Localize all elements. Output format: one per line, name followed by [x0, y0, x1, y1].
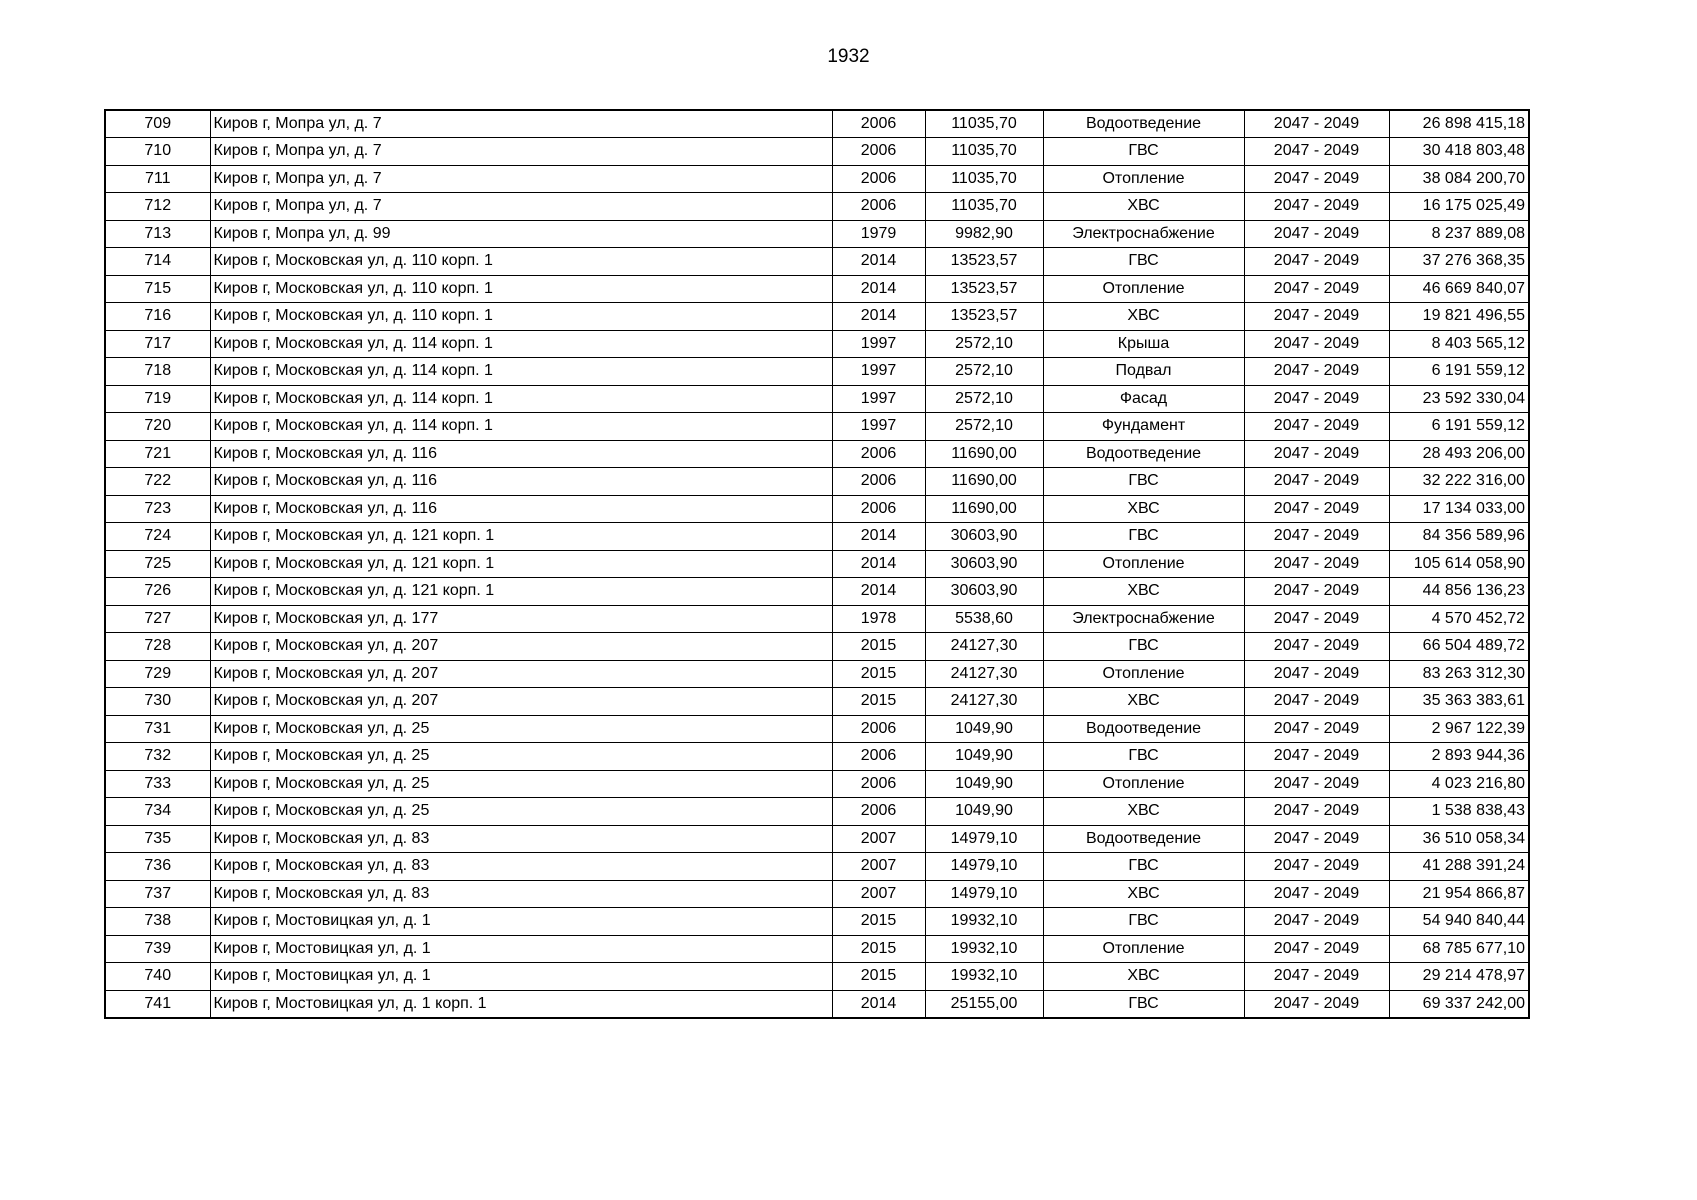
work-type-cell: ГВС: [1043, 138, 1244, 166]
cost-cell: 84 356 589,96: [1389, 523, 1529, 551]
year-cell: 2006: [832, 743, 925, 771]
work-type-cell: Водоотведение: [1043, 110, 1244, 138]
cost-cell: 2 893 944,36: [1389, 743, 1529, 771]
cost-cell: 28 493 206,00: [1389, 440, 1529, 468]
work-type-cell: ХВС: [1043, 303, 1244, 331]
table-row: [105, 963, 1529, 991]
work-type-cell: Отопление: [1043, 660, 1244, 688]
year-cell: 2006: [832, 110, 925, 138]
address-cell: Киров г, Московская ул, д. 114 корп. 1: [210, 330, 832, 358]
row-number-cell: 723: [105, 495, 210, 523]
year-cell: 2006: [832, 770, 925, 798]
row-number-cell: 734: [105, 798, 210, 826]
row-number-cell: 740: [105, 963, 210, 991]
year-cell: 2006: [832, 193, 925, 221]
address-cell: Киров г, Московская ул, д. 116: [210, 495, 832, 523]
address-cell: Киров г, Мопра ул, д. 7: [210, 110, 832, 138]
area-cell: 30603,90: [925, 550, 1043, 578]
row-number-cell: 711: [105, 165, 210, 193]
period-cell: 2047 - 2049: [1244, 495, 1389, 523]
address-cell: Киров г, Московская ул, д. 116: [210, 468, 832, 496]
year-cell: 1978: [832, 605, 925, 633]
work-type-cell: Электроснабжение: [1043, 605, 1244, 633]
period-cell: 2047 - 2049: [1244, 220, 1389, 248]
year-cell: 2015: [832, 963, 925, 991]
work-type-cell: Водоотведение: [1043, 715, 1244, 743]
period-cell: 2047 - 2049: [1244, 880, 1389, 908]
area-cell: 19932,10: [925, 935, 1043, 963]
cost-cell: 37 276 368,35: [1389, 248, 1529, 276]
address-cell: Киров г, Московская ул, д. 25: [210, 798, 832, 826]
address-cell: Киров г, Московская ул, д. 207: [210, 688, 832, 716]
cost-cell: 2 967 122,39: [1389, 715, 1529, 743]
row-number-cell: 725: [105, 550, 210, 578]
period-cell: 2047 - 2049: [1244, 605, 1389, 633]
work-type-cell: Водоотведение: [1043, 825, 1244, 853]
row-number-cell: 720: [105, 413, 210, 441]
period-cell: 2047 - 2049: [1244, 468, 1389, 496]
table-row: [105, 935, 1529, 963]
address-cell: Киров г, Московская ул, д. 83: [210, 825, 832, 853]
row-number-cell: 722: [105, 468, 210, 496]
table-row: [105, 220, 1529, 248]
table-row: [105, 633, 1529, 661]
address-cell: Киров г, Московская ул, д. 207: [210, 633, 832, 661]
area-cell: 2572,10: [925, 358, 1043, 386]
period-cell: 2047 - 2049: [1244, 275, 1389, 303]
area-cell: 11690,00: [925, 468, 1043, 496]
table-row: [105, 715, 1529, 743]
address-cell: Киров г, Мопра ул, д. 99: [210, 220, 832, 248]
table-row: [105, 880, 1529, 908]
period-cell: 2047 - 2049: [1244, 330, 1389, 358]
row-number-cell: 724: [105, 523, 210, 551]
area-cell: 14979,10: [925, 880, 1043, 908]
period-cell: 2047 - 2049: [1244, 110, 1389, 138]
address-cell: Киров г, Московская ул, д. 83: [210, 880, 832, 908]
area-cell: 1049,90: [925, 798, 1043, 826]
cost-cell: 36 510 058,34: [1389, 825, 1529, 853]
table-row: [105, 908, 1529, 936]
table-row: [105, 193, 1529, 221]
cost-cell: 29 214 478,97: [1389, 963, 1529, 991]
table-row: [105, 495, 1529, 523]
row-number-cell: 709: [105, 110, 210, 138]
table-row: [105, 303, 1529, 331]
cost-cell: 32 222 316,00: [1389, 468, 1529, 496]
year-cell: 2006: [832, 138, 925, 166]
area-cell: 24127,30: [925, 633, 1043, 661]
work-type-cell: ГВС: [1043, 523, 1244, 551]
cost-cell: 69 337 242,00: [1389, 990, 1529, 1018]
address-cell: Киров г, Московская ул, д. 83: [210, 853, 832, 881]
table-row: [105, 825, 1529, 853]
period-cell: 2047 - 2049: [1244, 248, 1389, 276]
period-cell: 2047 - 2049: [1244, 660, 1389, 688]
work-type-cell: ХВС: [1043, 963, 1244, 991]
area-cell: 24127,30: [925, 688, 1043, 716]
work-type-cell: Отопление: [1043, 550, 1244, 578]
cost-cell: 44 856 136,23: [1389, 578, 1529, 606]
year-cell: 1997: [832, 358, 925, 386]
year-cell: 2015: [832, 935, 925, 963]
address-cell: Киров г, Московская ул, д. 25: [210, 770, 832, 798]
year-cell: 2014: [832, 248, 925, 276]
address-cell: Киров г, Мостовицкая ул, д. 1: [210, 963, 832, 991]
period-cell: 2047 - 2049: [1244, 853, 1389, 881]
row-number-cell: 735: [105, 825, 210, 853]
table-body: [105, 110, 1529, 1018]
cost-cell: 66 504 489,72: [1389, 633, 1529, 661]
table-row: [105, 110, 1529, 138]
work-type-cell: ГВС: [1043, 853, 1244, 881]
area-cell: 19932,10: [925, 963, 1043, 991]
cost-cell: 17 134 033,00: [1389, 495, 1529, 523]
address-cell: Киров г, Московская ул, д. 121 корп. 1: [210, 550, 832, 578]
table-row: [105, 853, 1529, 881]
table-row: [105, 385, 1529, 413]
table-row: [105, 523, 1529, 551]
work-type-cell: Крыша: [1043, 330, 1244, 358]
address-cell: Киров г, Мопра ул, д. 7: [210, 165, 832, 193]
area-cell: 11690,00: [925, 495, 1043, 523]
cost-cell: 4 023 216,80: [1389, 770, 1529, 798]
area-cell: 24127,30: [925, 660, 1043, 688]
period-cell: 2047 - 2049: [1244, 193, 1389, 221]
page-number: 1932: [827, 46, 870, 67]
row-number-cell: 715: [105, 275, 210, 303]
period-cell: 2047 - 2049: [1244, 440, 1389, 468]
row-number-cell: 739: [105, 935, 210, 963]
address-cell: Киров г, Московская ул, д. 116: [210, 440, 832, 468]
work-type-cell: Отопление: [1043, 165, 1244, 193]
cost-cell: 46 669 840,07: [1389, 275, 1529, 303]
period-cell: 2047 - 2049: [1244, 908, 1389, 936]
cost-cell: 6 191 559,12: [1389, 413, 1529, 441]
address-cell: Киров г, Московская ул, д. 114 корп. 1: [210, 358, 832, 386]
table-row: [105, 688, 1529, 716]
cost-cell: 41 288 391,24: [1389, 853, 1529, 881]
row-number-cell: 713: [105, 220, 210, 248]
work-type-cell: ГВС: [1043, 468, 1244, 496]
work-type-cell: ХВС: [1043, 578, 1244, 606]
period-cell: 2047 - 2049: [1244, 935, 1389, 963]
work-type-cell: ГВС: [1043, 908, 1244, 936]
address-cell: Киров г, Мопра ул, д. 7: [210, 138, 832, 166]
area-cell: 13523,57: [925, 275, 1043, 303]
period-cell: 2047 - 2049: [1244, 413, 1389, 441]
row-number-cell: 738: [105, 908, 210, 936]
work-type-cell: Подвал: [1043, 358, 1244, 386]
cost-cell: 105 614 058,90: [1389, 550, 1529, 578]
area-cell: 13523,57: [925, 248, 1043, 276]
year-cell: 2015: [832, 688, 925, 716]
year-cell: 2015: [832, 660, 925, 688]
cost-cell: 1 538 838,43: [1389, 798, 1529, 826]
row-number-cell: 712: [105, 193, 210, 221]
cost-cell: 6 191 559,12: [1389, 358, 1529, 386]
table-row: [105, 550, 1529, 578]
area-cell: 11035,70: [925, 138, 1043, 166]
address-cell: Киров г, Московская ул, д. 121 корп. 1: [210, 523, 832, 551]
year-cell: 1997: [832, 385, 925, 413]
period-cell: 2047 - 2049: [1244, 523, 1389, 551]
cost-cell: 38 084 200,70: [1389, 165, 1529, 193]
period-cell: 2047 - 2049: [1244, 550, 1389, 578]
table-row: [105, 578, 1529, 606]
period-cell: 2047 - 2049: [1244, 688, 1389, 716]
cost-cell: 4 570 452,72: [1389, 605, 1529, 633]
year-cell: 2006: [832, 440, 925, 468]
work-type-cell: ГВС: [1043, 990, 1244, 1018]
year-cell: 2014: [832, 523, 925, 551]
period-cell: 2047 - 2049: [1244, 138, 1389, 166]
work-type-cell: ХВС: [1043, 495, 1244, 523]
address-cell: Киров г, Московская ул, д. 25: [210, 743, 832, 771]
area-cell: 1049,90: [925, 715, 1043, 743]
cost-cell: 35 363 383,61: [1389, 688, 1529, 716]
work-type-cell: Отопление: [1043, 935, 1244, 963]
address-cell: Киров г, Московская ул, д. 110 корп. 1: [210, 303, 832, 331]
table-row: [105, 330, 1529, 358]
work-type-cell: ХВС: [1043, 688, 1244, 716]
area-cell: 5538,60: [925, 605, 1043, 633]
period-cell: 2047 - 2049: [1244, 303, 1389, 331]
year-cell: 2006: [832, 495, 925, 523]
year-cell: 2006: [832, 165, 925, 193]
row-number-cell: 727: [105, 605, 210, 633]
cost-cell: 8 403 565,12: [1389, 330, 1529, 358]
address-cell: Киров г, Московская ул, д. 207: [210, 660, 832, 688]
work-type-cell: Водоотведение: [1043, 440, 1244, 468]
table-row: [105, 413, 1529, 441]
work-type-cell: ХВС: [1043, 193, 1244, 221]
area-cell: 11035,70: [925, 165, 1043, 193]
work-type-cell: ГВС: [1043, 248, 1244, 276]
table-row: [105, 165, 1529, 193]
area-cell: 19932,10: [925, 908, 1043, 936]
year-cell: 2006: [832, 798, 925, 826]
row-number-cell: 731: [105, 715, 210, 743]
area-cell: 11035,70: [925, 110, 1043, 138]
work-type-cell: Фасад: [1043, 385, 1244, 413]
work-type-cell: ГВС: [1043, 743, 1244, 771]
period-cell: 2047 - 2049: [1244, 633, 1389, 661]
area-cell: 14979,10: [925, 825, 1043, 853]
year-cell: 2014: [832, 578, 925, 606]
row-number-cell: 737: [105, 880, 210, 908]
year-cell: 2006: [832, 715, 925, 743]
table-row: [105, 743, 1529, 771]
cost-cell: 16 175 025,49: [1389, 193, 1529, 221]
row-number-cell: 733: [105, 770, 210, 798]
period-cell: 2047 - 2049: [1244, 743, 1389, 771]
row-number-cell: 741: [105, 990, 210, 1018]
year-cell: 1997: [832, 413, 925, 441]
row-number-cell: 710: [105, 138, 210, 166]
area-cell: 13523,57: [925, 303, 1043, 331]
work-type-cell: ХВС: [1043, 880, 1244, 908]
area-cell: 1049,90: [925, 770, 1043, 798]
area-cell: 1049,90: [925, 743, 1043, 771]
address-cell: Киров г, Московская ул, д. 121 корп. 1: [210, 578, 832, 606]
period-cell: 2047 - 2049: [1244, 770, 1389, 798]
table-row: [105, 358, 1529, 386]
year-cell: 1997: [832, 330, 925, 358]
work-type-cell: Электроснабжение: [1043, 220, 1244, 248]
period-cell: 2047 - 2049: [1244, 385, 1389, 413]
year-cell: 2015: [832, 633, 925, 661]
address-cell: Киров г, Московская ул, д. 177: [210, 605, 832, 633]
period-cell: 2047 - 2049: [1244, 578, 1389, 606]
year-cell: 2014: [832, 275, 925, 303]
table-row: [105, 138, 1529, 166]
table-row: [105, 468, 1529, 496]
year-cell: 2006: [832, 468, 925, 496]
work-type-cell: Отопление: [1043, 275, 1244, 303]
table-row: [105, 605, 1529, 633]
cost-cell: 30 418 803,48: [1389, 138, 1529, 166]
cost-cell: 54 940 840,44: [1389, 908, 1529, 936]
year-cell: 2007: [832, 880, 925, 908]
row-number-cell: 730: [105, 688, 210, 716]
address-cell: Киров г, Мостовицкая ул, д. 1: [210, 935, 832, 963]
table-row: [105, 770, 1529, 798]
work-type-cell: ГВС: [1043, 633, 1244, 661]
area-cell: 25155,00: [925, 990, 1043, 1018]
year-cell: 2014: [832, 990, 925, 1018]
area-cell: 14979,10: [925, 853, 1043, 881]
row-number-cell: 718: [105, 358, 210, 386]
period-cell: 2047 - 2049: [1244, 358, 1389, 386]
cost-cell: 21 954 866,87: [1389, 880, 1529, 908]
address-cell: Киров г, Московская ул, д. 25: [210, 715, 832, 743]
address-cell: Киров г, Мостовицкая ул, д. 1 корп. 1: [210, 990, 832, 1018]
work-type-cell: Фундамент: [1043, 413, 1244, 441]
row-number-cell: 721: [105, 440, 210, 468]
table-row: [105, 990, 1529, 1018]
area-cell: 30603,90: [925, 523, 1043, 551]
area-cell: 9982,90: [925, 220, 1043, 248]
table-row: [105, 275, 1529, 303]
row-number-cell: 717: [105, 330, 210, 358]
period-cell: 2047 - 2049: [1244, 963, 1389, 991]
area-cell: 2572,10: [925, 385, 1043, 413]
year-cell: 2014: [832, 550, 925, 578]
table-row: [105, 248, 1529, 276]
period-cell: 2047 - 2049: [1244, 798, 1389, 826]
row-number-cell: 716: [105, 303, 210, 331]
area-cell: 2572,10: [925, 413, 1043, 441]
year-cell: 2007: [832, 853, 925, 881]
address-cell: Киров г, Московская ул, д. 110 корп. 1: [210, 248, 832, 276]
row-number-cell: 729: [105, 660, 210, 688]
year-cell: 2014: [832, 303, 925, 331]
table-row: [105, 440, 1529, 468]
period-cell: 2047 - 2049: [1244, 990, 1389, 1018]
table-row: [105, 798, 1529, 826]
year-cell: 1979: [832, 220, 925, 248]
table-row: [105, 660, 1529, 688]
repair-schedule-table: [104, 109, 1530, 1019]
address-cell: Киров г, Мопра ул, д. 7: [210, 193, 832, 221]
cost-cell: 83 263 312,30: [1389, 660, 1529, 688]
cost-cell: 26 898 415,18: [1389, 110, 1529, 138]
row-number-cell: 736: [105, 853, 210, 881]
row-number-cell: 726: [105, 578, 210, 606]
cost-cell: 68 785 677,10: [1389, 935, 1529, 963]
work-type-cell: ХВС: [1043, 798, 1244, 826]
area-cell: 30603,90: [925, 578, 1043, 606]
address-cell: Киров г, Московская ул, д. 110 корп. 1: [210, 275, 832, 303]
cost-cell: 23 592 330,04: [1389, 385, 1529, 413]
row-number-cell: 714: [105, 248, 210, 276]
address-cell: Киров г, Московская ул, д. 114 корп. 1: [210, 413, 832, 441]
year-cell: 2015: [832, 908, 925, 936]
year-cell: 2007: [832, 825, 925, 853]
period-cell: 2047 - 2049: [1244, 715, 1389, 743]
cost-cell: 8 237 889,08: [1389, 220, 1529, 248]
work-type-cell: Отопление: [1043, 770, 1244, 798]
cost-cell: 19 821 496,55: [1389, 303, 1529, 331]
period-cell: 2047 - 2049: [1244, 825, 1389, 853]
row-number-cell: 728: [105, 633, 210, 661]
area-cell: 11035,70: [925, 193, 1043, 221]
row-number-cell: 719: [105, 385, 210, 413]
row-number-cell: 732: [105, 743, 210, 771]
period-cell: 2047 - 2049: [1244, 165, 1389, 193]
address-cell: Киров г, Мостовицкая ул, д. 1: [210, 908, 832, 936]
address-cell: Киров г, Московская ул, д. 114 корп. 1: [210, 385, 832, 413]
area-cell: 2572,10: [925, 330, 1043, 358]
area-cell: 11690,00: [925, 440, 1043, 468]
